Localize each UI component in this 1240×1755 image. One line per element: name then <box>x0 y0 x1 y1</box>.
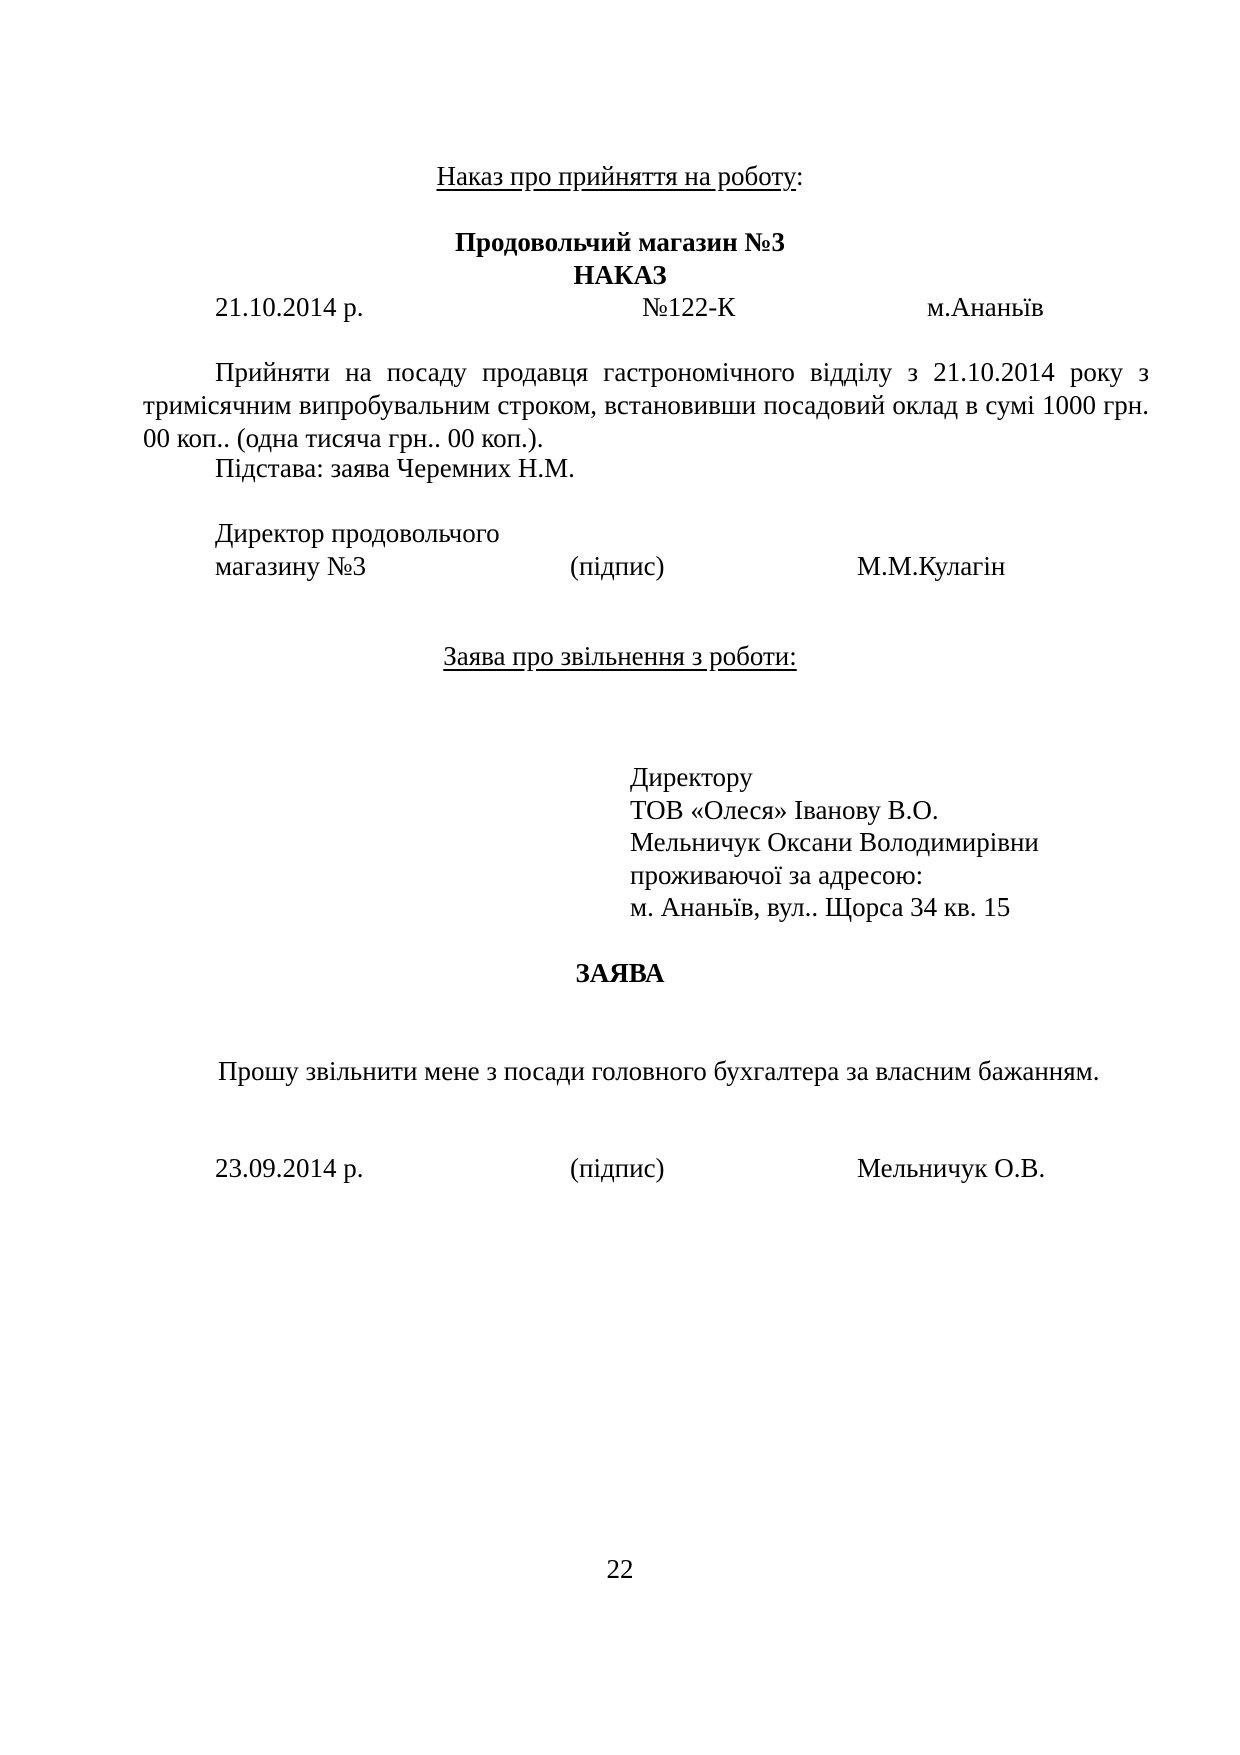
order-city: м.Ананьїв <box>927 292 1044 322</box>
order-heading-colon: : <box>796 161 804 191</box>
addressee-line: Мельничук Оксани Володимирівни <box>630 827 1039 857</box>
order-company: Продовольчий магазин №3 <box>454 227 786 257</box>
resignation-date: 23.09.2014 р. <box>215 1153 364 1183</box>
order-date: 21.10.2014 р. <box>215 292 364 322</box>
order-signer-title-line2: магазину №3 <box>215 551 367 581</box>
addressee-line: м. Ананьїв, вул.. Щорса 34 кв. 15 <box>630 892 1011 922</box>
order-heading-text: Наказ про прийняття на роботу <box>436 161 797 191</box>
order-number: №122-К <box>642 292 736 322</box>
addressee-line: ТОВ «Олеся» Іванову В.О. <box>630 795 939 825</box>
order-body: Прийняти на посаду продавця гастрономічного відділу з 21.10.2014 року з тримісячним випробувальним строком, встановивши посадовий оклад в сумі 1000 грн. 00 коп.. (одна тисяча грн.. 00 коп.). <box>143 357 1149 453</box>
resignation-heading <box>0 640 1240 673</box>
order-signature: (підпис) <box>570 551 665 581</box>
order-signer-name: М.М.Кулагін <box>857 551 1006 581</box>
resignation-heading-text: Заява про звільнення з роботи: <box>443 641 797 671</box>
order-basis: Підстава: заява Черемних Н.М. <box>215 453 575 483</box>
order-heading <box>0 160 1240 193</box>
addressee-line: проживаючої за адресою: <box>630 860 924 890</box>
order-signer-title-line1: Директор продовольчого <box>215 518 500 548</box>
resignation-body: Прошу звільнити мене з посади головного бухгалтера за власним бажанням. <box>218 1056 1100 1086</box>
resignation-signature: (підпис) <box>570 1153 665 1183</box>
resignation-title: ЗАЯВА <box>575 958 665 988</box>
page-number: 22 <box>606 1554 634 1584</box>
resignation-signer-name: Мельничук О.В. <box>857 1153 1046 1183</box>
addressee-line: Директору <box>630 762 753 792</box>
order-title: НАКАЗ <box>573 260 667 290</box>
